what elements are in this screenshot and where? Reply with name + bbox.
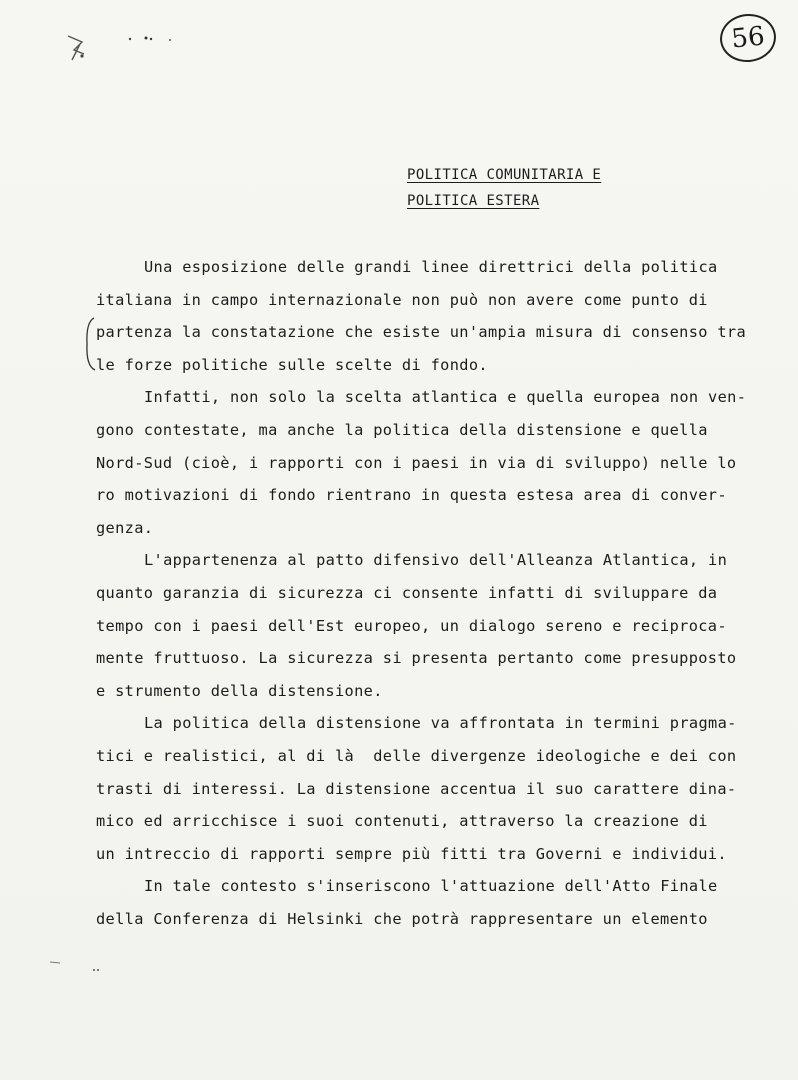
ink-specks bbox=[60, 20, 190, 80]
margin-bracket-mark bbox=[84, 316, 96, 372]
text-line: della Conferenza di Helsinki che potrà rappresentare un elemento bbox=[96, 909, 708, 928]
text-line: tici e realistici, al di là delle divergenze ideologiche e dei con bbox=[96, 746, 737, 765]
text-line: L'appartenenza al patto difensivo dell'Alleanza Atlantica, in bbox=[144, 551, 728, 570]
paragraph bbox=[96, 870, 756, 935]
paragraph bbox=[96, 381, 756, 544]
title-line-1: POLITICA COMUNITARIA E bbox=[407, 167, 602, 183]
text-line: La politica della distensione va affrontata in termini pragma- bbox=[144, 714, 737, 733]
text-line: un intreccio di rapporti sempre più fitti tra Governi e individui. bbox=[96, 844, 727, 863]
text-line: Infatti, non solo la scelta atlantica e quella europea non ven- bbox=[144, 388, 747, 407]
text-line: trasti di interessi. La distensione accentua il suo carattere dina- bbox=[96, 779, 737, 798]
paragraph bbox=[96, 251, 756, 381]
margin-ink-mark bbox=[48, 958, 108, 978]
document-title bbox=[407, 162, 601, 214]
text-line: partenza la constatazione che esiste un'ampia misura di consenso tra bbox=[96, 323, 747, 342]
text-line: ro motivazioni di fondo rientrano in questa estesa area di conver- bbox=[96, 486, 727, 505]
paragraph bbox=[96, 544, 756, 707]
text-line: Una esposizione delle grandi linee direttrici della politica bbox=[144, 258, 718, 276]
text-line: Nord-Sud (cioè, i rapporti con i paesi in via di sviluppo) nelle lo bbox=[96, 453, 737, 472]
title-line-2: POLITICA ESTERA bbox=[407, 193, 540, 209]
paragraph bbox=[96, 707, 756, 870]
text-line: tempo con i paesi dell'Est europeo, un dialogo sereno e reciproca- bbox=[96, 616, 727, 635]
text-line: le forze politiche sulle scelte di fondo. bbox=[96, 355, 488, 374]
text-line: e strumento della distensione. bbox=[96, 681, 383, 700]
text-line: mico ed arricchisce i suoi contenuti, attraverso la creazione di bbox=[96, 812, 708, 831]
text-line: genza. bbox=[96, 518, 154, 537]
body-text bbox=[96, 251, 756, 935]
text-line: italiana in campo internazionale non può non avere come punto di bbox=[96, 290, 708, 309]
text-line: quanto garanzia di sicurezza ci consente infatti di sviluppare da bbox=[96, 583, 718, 602]
text-line: In tale contesto s'inseriscono l'attuazione dell'Atto Finale bbox=[144, 877, 718, 896]
text-line: mente fruttuoso. La sicurezza si presenta pertanto come presupposto bbox=[96, 649, 737, 668]
text-line: gono contestate, ma anche la politica della distensione e quella bbox=[96, 420, 708, 439]
page-number-stamp: 56 bbox=[718, 11, 779, 65]
